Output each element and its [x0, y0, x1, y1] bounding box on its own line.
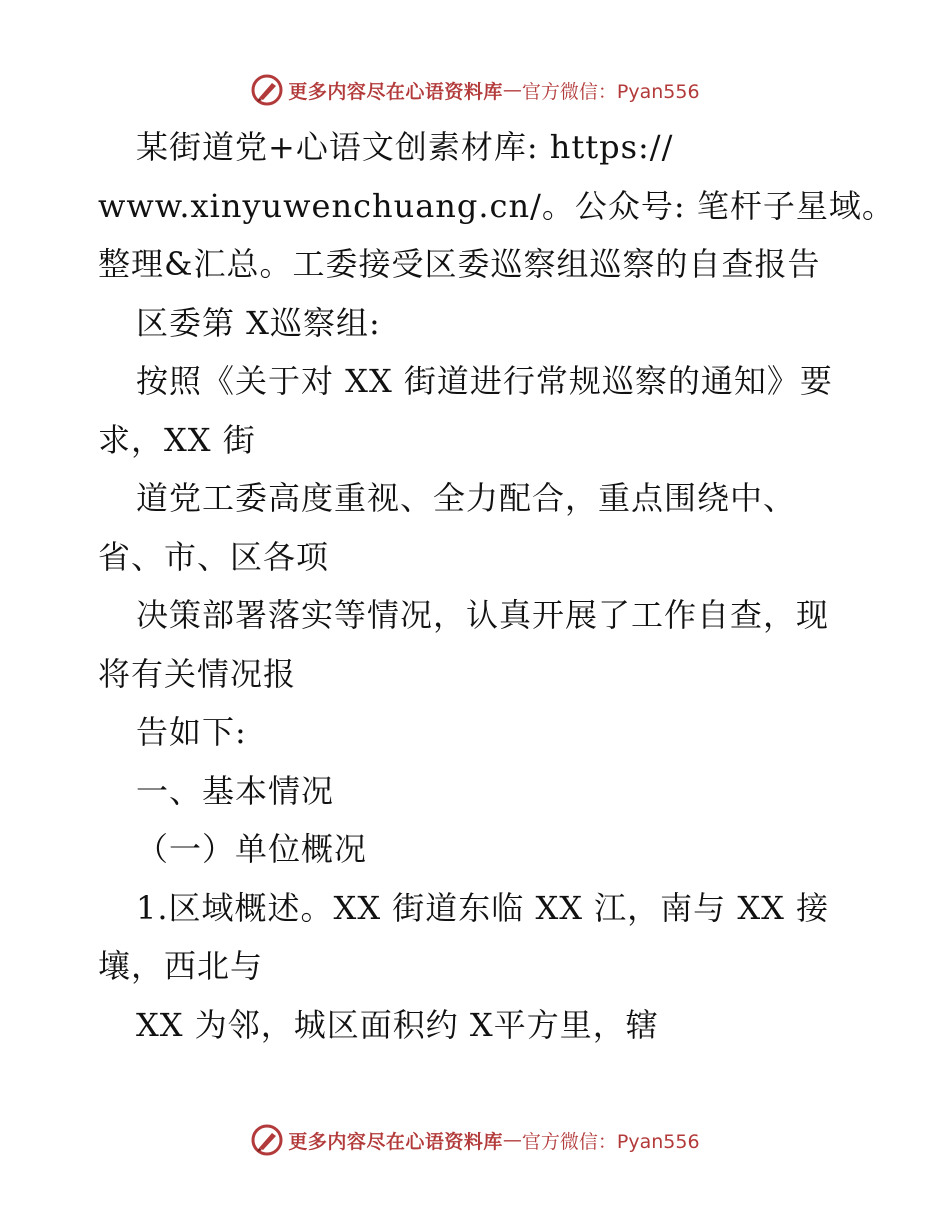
text-line-2: www.xinyuwenchuang.cn/。公众号: 笔杆子星域。 [98, 186, 895, 225]
banner-dash: — [502, 79, 522, 101]
text-line-15: 壤，西北与 [98, 947, 264, 985]
text-line-1: 某街道党+心语文创素材库: https:// [136, 128, 674, 166]
banner-text: 更多内容尽在心语资料库 [288, 80, 503, 103]
text-line-10: 将有关情况报 [98, 654, 297, 693]
subsection-heading: （一）单位概况 [136, 830, 368, 868]
text-line-16: XX 为邻，城区面积约 X平方里，辖 [136, 1005, 659, 1044]
text-line-7: 道党工委高度重视、全力配合，重点围绕中、 [136, 479, 797, 517]
text-line-3: 整理&汇总。工委接受区委巡察组巡察的自查报告 [98, 245, 821, 283]
document-body [98, 118, 895, 1054]
banner-text: 更多内容尽在心语资料库 [288, 1130, 503, 1153]
text-line-9: 决策部署落实等情况，认真开展了工作自查，现 [136, 596, 830, 634]
text-line-4: 区委第 X巡察组: [136, 303, 381, 342]
banner-wechat: 官方微信：Pyan556 [521, 80, 700, 103]
banner-wechat: 官方微信：Pyan556 [521, 1130, 700, 1153]
text-line-11: 告如下: [136, 713, 247, 751]
text-line-14: 1.区域概述。XX 街道东临 XX 江，南与 XX 接 [136, 888, 830, 927]
banner-dash: — [502, 1129, 522, 1151]
section-heading: 一、基本情况 [136, 771, 335, 810]
footer-watermark-banner [0, 1120, 950, 1160]
text-line-5: 按照《关于对 XX 街道进行常规巡察的通知》要 [136, 362, 833, 400]
pen-logo-icon [250, 73, 284, 107]
text-line-8: 省、市、区各项 [98, 537, 330, 576]
text-line-6: 求，XX 街 [98, 420, 256, 459]
header-watermark-banner [0, 70, 950, 110]
pen-logo-icon [250, 1123, 284, 1157]
